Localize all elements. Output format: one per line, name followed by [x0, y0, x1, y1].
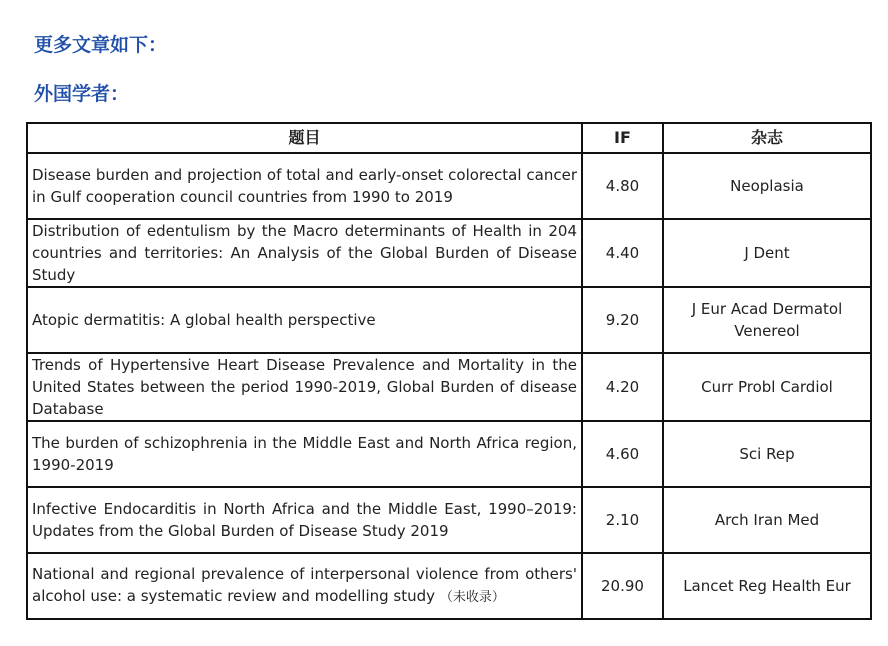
- article-title: Trends of Hypertensive Heart Disease Prevalence and Mortality in the United States between the period 1990-2019, Global Burden of disease Database: [27, 353, 582, 421]
- column-header-title: 题目: [27, 123, 582, 153]
- journal-name: Lancet Reg Health Eur: [663, 553, 871, 619]
- articles-table: [26, 122, 872, 620]
- article-title: Distribution of edentulism by the Macro determinants of Health in 204 countries and territories: An Analysis of the Global Burden of Disease Study: [27, 219, 582, 287]
- section-heading-foreign-scholars: 外国学者：: [34, 83, 130, 105]
- article-title: Disease burden and projection of total and early-onset colorectal cancer in Gulf cooperation council countries from 1990 to 2019: [27, 153, 582, 219]
- impact-factor: 4.20: [582, 353, 663, 421]
- impact-factor: 2.10: [582, 487, 663, 553]
- impact-factor: 20.90: [582, 553, 663, 619]
- journal-name: J Eur Acad Dermatol Venereol: [663, 287, 871, 353]
- table-row: [27, 153, 871, 219]
- not-indexed-note: （未收录）: [439, 590, 505, 605]
- impact-factor: 4.40: [582, 219, 663, 287]
- column-header-if: IF: [582, 123, 663, 153]
- section-heading-more-articles: 更多文章如下：: [34, 34, 168, 56]
- table-row: [27, 219, 871, 287]
- article-title: National and regional prevalence of interpersonal violence from others' alcohol use: a systematic review and modelling study: [32, 565, 577, 605]
- impact-factor: 9.20: [582, 287, 663, 353]
- journal-name: Arch Iran Med: [663, 487, 871, 553]
- article-title: The burden of schizophrenia in the Middle East and North Africa region, 1990-2019: [27, 421, 582, 487]
- journal-name: Curr Probl Cardiol: [663, 353, 871, 421]
- impact-factor: 4.60: [582, 421, 663, 487]
- impact-factor: 4.80: [582, 153, 663, 219]
- table-row: [27, 353, 871, 421]
- journal-name: Neoplasia: [663, 153, 871, 219]
- table-row: [27, 487, 871, 553]
- table-row: [27, 287, 871, 353]
- column-header-journal: 杂志: [663, 123, 871, 153]
- table-row: [27, 421, 871, 487]
- journal-name: J Dent: [663, 219, 871, 287]
- article-title: Atopic dermatitis: A global health perspective: [27, 287, 582, 353]
- table-row: [27, 553, 871, 619]
- journal-name: Sci Rep: [663, 421, 871, 487]
- table-header-row: [27, 123, 871, 153]
- article-title: Infective Endocarditis in North Africa and the Middle East, 1990–2019: Updates from the Global Burden of Disease Study 2019: [27, 487, 582, 553]
- article-title-cell: [27, 553, 582, 619]
